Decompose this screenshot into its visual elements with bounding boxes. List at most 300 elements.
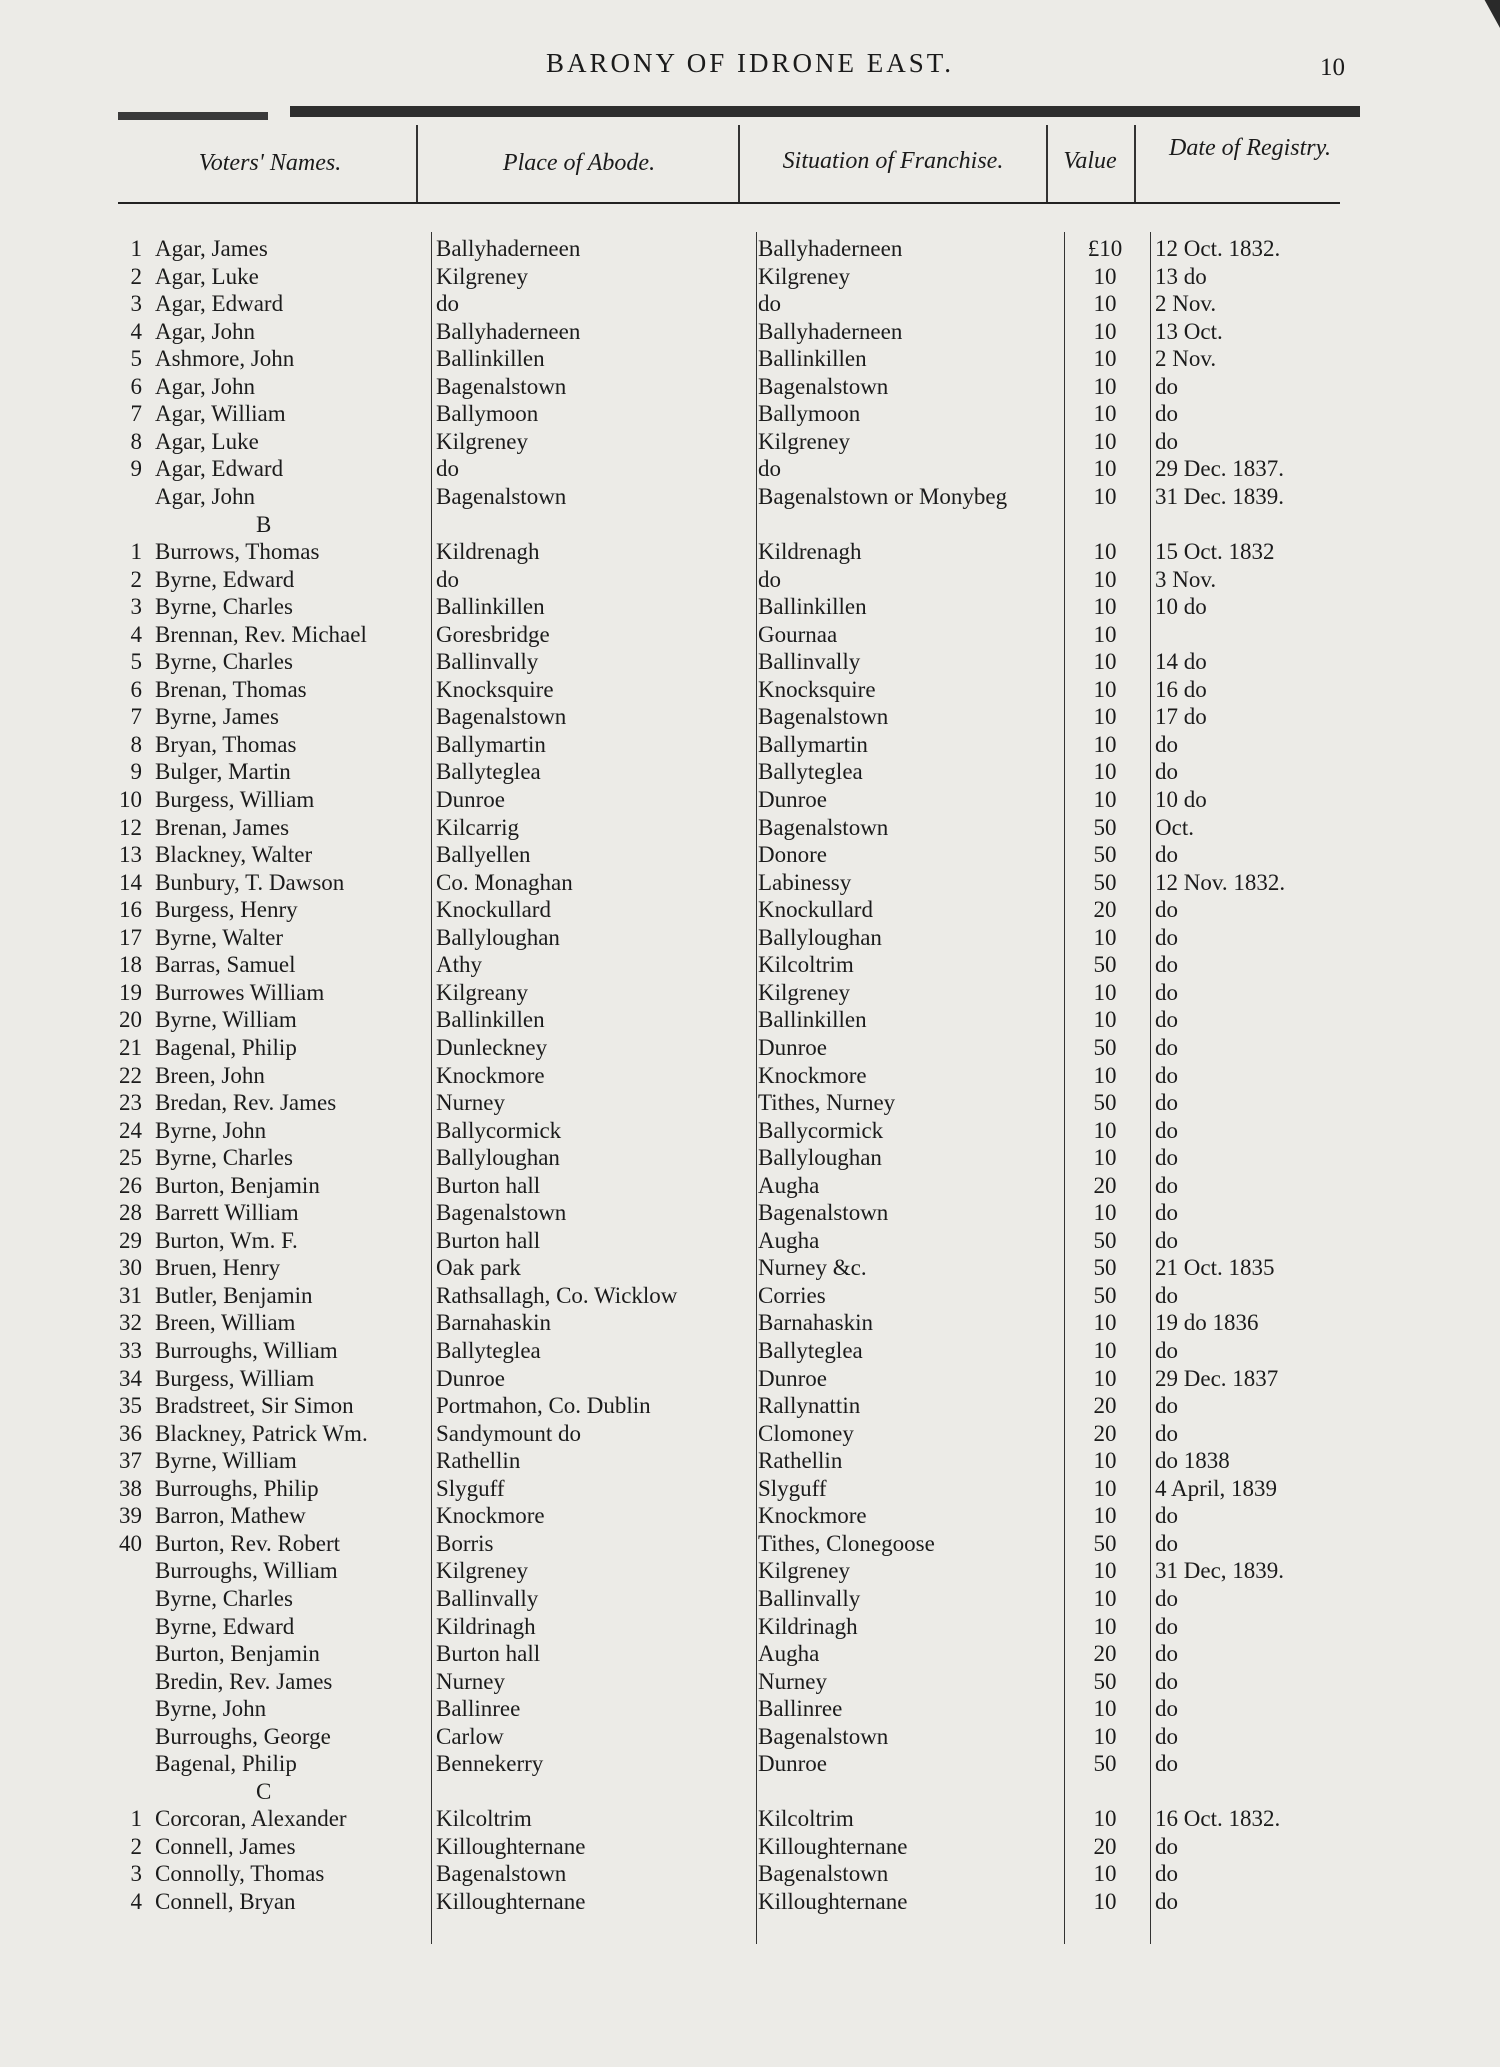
date-of-registry: 12 Oct. 1832.: [1155, 236, 1281, 261]
date-of-registry: do: [1155, 897, 1178, 922]
place-of-abode: Slyguff: [436, 1476, 505, 1501]
table-row: [0, 1476, 1500, 1504]
place-of-abode: Bagenalstown: [436, 484, 567, 509]
voter-number: 28: [119, 1200, 142, 1225]
place-of-abode: Bagenalstown: [436, 374, 567, 399]
date-of-registry: do: [1155, 1503, 1178, 1528]
franchise-value: 10: [1093, 567, 1117, 592]
voter-number: 5: [130, 649, 142, 674]
date-of-registry: 2 Nov.: [1155, 291, 1217, 316]
date-of-registry: do: [1155, 1173, 1178, 1198]
voter-name: Byrne, John: [155, 1118, 267, 1143]
date-of-registry: do: [1155, 980, 1178, 1005]
voter-name: Burroughs, William: [155, 1338, 338, 1363]
date-of-registry: do: [1155, 1834, 1178, 1859]
situation-of-franchise: Dunroe: [758, 1035, 827, 1060]
date-of-registry: do: [1155, 374, 1178, 399]
franchise-value: 10: [1093, 319, 1117, 344]
voter-name: Burgess, Henry: [155, 897, 298, 922]
voter-number: 13: [119, 842, 142, 867]
place-of-abode: Kilgreany: [436, 980, 528, 1005]
voter-name: Burgess, William: [155, 1366, 315, 1391]
voter-number: 14: [119, 870, 142, 895]
table-row: [0, 870, 1500, 898]
place-of-abode: Killoughternane: [436, 1834, 586, 1859]
date-of-registry: do: [1155, 429, 1178, 454]
situation-of-franchise: Bagenalstown: [758, 1724, 889, 1749]
date-of-registry: do: [1155, 1090, 1178, 1115]
situation-of-franchise: Ballymartin: [758, 732, 868, 757]
voter-name: Burroughs, George: [155, 1724, 331, 1749]
place-of-abode: Ballyhaderneen: [436, 319, 581, 344]
date-of-registry: 12 Nov. 1832.: [1155, 870, 1286, 895]
table-row: [0, 1421, 1500, 1449]
franchise-value: 10: [1093, 594, 1117, 619]
table-row: [0, 1724, 1500, 1752]
place-of-abode: Nurney: [436, 1090, 505, 1115]
franchise-value: 10: [1093, 1724, 1117, 1749]
table-row: [0, 787, 1500, 815]
date-of-registry: Oct.: [1155, 815, 1194, 840]
place-of-abode: Oak park: [436, 1255, 521, 1280]
franchise-value: 50: [1093, 870, 1117, 895]
situation-of-franchise: Rathellin: [758, 1448, 843, 1473]
place-of-abode: Goresbridge: [436, 622, 550, 647]
situation-of-franchise: Knockullard: [758, 897, 873, 922]
situation-of-franchise: Bagenalstown: [758, 1861, 889, 1886]
table-row: [0, 1228, 1500, 1256]
situation-of-franchise: Ballyhaderneen: [758, 319, 903, 344]
franchise-value: 10: [1093, 456, 1117, 481]
voter-number: 7: [130, 401, 142, 426]
voter-number: 24: [119, 1118, 142, 1143]
franchise-value: 10: [1093, 677, 1117, 702]
date-of-registry: do: [1155, 1283, 1178, 1308]
date-of-registry: do: [1155, 1228, 1178, 1253]
date-of-registry: do: [1155, 1669, 1178, 1694]
date-of-registry: do: [1155, 952, 1178, 977]
situation-of-franchise: Rallynattin: [758, 1393, 861, 1418]
franchise-value: 50: [1093, 1035, 1117, 1060]
place-of-abode: Kilgreney: [436, 429, 528, 454]
voter-number: 1: [130, 539, 142, 564]
voter-name: Barron, Mathew: [155, 1503, 306, 1528]
place-of-abode: Co. Monaghan: [436, 870, 573, 895]
situation-of-franchise: Kilgreney: [758, 264, 850, 289]
place-of-abode: Burton hall: [436, 1641, 541, 1666]
situation-of-franchise: Kilcoltrim: [758, 1806, 854, 1831]
table-row: [0, 677, 1500, 705]
franchise-value: 10: [1093, 1200, 1117, 1225]
franchise-value: 50: [1093, 1751, 1117, 1776]
voter-number: 3: [130, 594, 142, 619]
place-of-abode: Borris: [436, 1531, 494, 1556]
table-row: [0, 264, 1500, 292]
place-of-abode: Ballinkillen: [436, 1007, 545, 1032]
franchise-value: 10: [1093, 264, 1117, 289]
place-of-abode: Ballycormick: [436, 1118, 562, 1143]
voter-number: 23: [119, 1090, 142, 1115]
voter-number: 2: [130, 1834, 142, 1859]
place-of-abode: Kildrenagh: [436, 539, 540, 564]
voter-number: 26: [119, 1173, 142, 1198]
voter-number: 35: [119, 1393, 142, 1418]
voter-number: 1: [130, 1806, 142, 1831]
situation-of-franchise: Corries: [758, 1283, 826, 1308]
franchise-value: 10: [1093, 1310, 1117, 1335]
franchise-value: 10: [1093, 1118, 1117, 1143]
place-of-abode: Ballyloughan: [436, 925, 560, 950]
table-row: [0, 649, 1500, 677]
date-of-registry: do: [1155, 759, 1178, 784]
franchise-value: 10: [1093, 484, 1117, 509]
header-date-of-registry: Date of Registry.: [1169, 135, 1331, 161]
place-of-abode: Ballyloughan: [436, 1145, 560, 1170]
voter-name: Blackney, Walter: [155, 842, 313, 867]
place-of-abode: Burton hall: [436, 1173, 541, 1198]
voter-name: Burroughs, William: [155, 1558, 338, 1583]
place-of-abode: Bagenalstown: [436, 1200, 567, 1225]
date-of-registry: 29 Dec. 1837: [1155, 1366, 1279, 1391]
situation-of-franchise: Killoughternane: [758, 1834, 908, 1859]
table-row: [0, 1531, 1500, 1559]
situation-of-franchise: Bagenalstown: [758, 815, 889, 840]
voter-number: 19: [119, 980, 142, 1005]
date-of-registry: do: [1155, 1861, 1178, 1886]
place-of-abode: Ballinvally: [436, 649, 539, 674]
header-bottom-rule: [118, 202, 1340, 204]
header-value: Value: [1063, 148, 1117, 174]
voter-number: 16: [119, 897, 142, 922]
situation-of-franchise: Augha: [758, 1228, 820, 1253]
voter-number: 34: [119, 1366, 142, 1391]
date-of-registry: 31 Dec, 1839.: [1155, 1558, 1285, 1583]
date-of-registry: 2 Nov.: [1155, 346, 1217, 371]
voter-number: 33: [119, 1338, 142, 1363]
voter-name: Agar, Edward: [155, 291, 284, 316]
voter-name: Bagenal, Philip: [155, 1751, 297, 1776]
situation-of-franchise: Ballyloughan: [758, 925, 882, 950]
place-of-abode: do: [436, 291, 459, 316]
place-of-abode: Nurney: [436, 1669, 505, 1694]
date-of-registry: do: [1155, 1614, 1178, 1639]
date-of-registry: do: [1155, 1889, 1178, 1914]
date-of-registry: do: [1155, 1531, 1178, 1556]
voter-name: Butler, Benjamin: [155, 1283, 313, 1308]
situation-of-franchise: Gournaa: [758, 622, 838, 647]
franchise-value: 10: [1093, 622, 1117, 647]
franchise-value: 10: [1093, 1145, 1117, 1170]
voter-name: Burton, Benjamin: [155, 1173, 320, 1198]
date-of-registry: do: [1155, 1586, 1178, 1611]
voter-number: 18: [119, 952, 142, 977]
table-row: [0, 1118, 1500, 1146]
place-of-abode: Knockmore: [436, 1503, 545, 1528]
situation-of-franchise: Slyguff: [758, 1476, 827, 1501]
franchise-value: 10: [1093, 1448, 1117, 1473]
franchise-value: 10: [1093, 1063, 1117, 1088]
voter-number: 6: [130, 374, 142, 399]
franchise-value: 20: [1093, 1393, 1117, 1418]
header-place-of-abode: Place of Abode.: [502, 150, 656, 176]
place-of-abode: Barnahaskin: [436, 1310, 551, 1335]
date-of-registry: do: [1155, 1641, 1178, 1666]
voter-number: 40: [119, 1531, 142, 1556]
date-of-registry: 31 Dec. 1839.: [1155, 484, 1285, 509]
voter-name: Connell, Bryan: [155, 1889, 296, 1914]
place-of-abode: Kilgreney: [436, 264, 528, 289]
voter-number: 9: [130, 456, 142, 481]
voter-name: Bruen, Henry: [155, 1255, 281, 1280]
place-of-abode: Ballinree: [436, 1696, 521, 1721]
franchise-value: 10: [1093, 346, 1117, 371]
place-of-abode: Knockmore: [436, 1063, 545, 1088]
table-row: [0, 925, 1500, 953]
place-of-abode: Knocksquire: [436, 677, 554, 702]
voter-number: 22: [119, 1063, 142, 1088]
situation-of-franchise: Ballyhaderneen: [758, 236, 903, 261]
franchise-value: £10: [1087, 236, 1123, 261]
voter-name: Ashmore, John: [155, 346, 295, 371]
place-of-abode: Kildrinagh: [436, 1614, 536, 1639]
table-row: [0, 1255, 1500, 1283]
voter-number: 12: [119, 815, 142, 840]
situation-of-franchise: Kildrinagh: [758, 1614, 858, 1639]
section-letter: B: [256, 512, 272, 537]
table-row: [0, 842, 1500, 870]
situation-of-franchise: Nurney &c.: [758, 1255, 867, 1280]
table-row: [0, 1889, 1500, 1917]
franchise-value: 10: [1093, 704, 1117, 729]
table-row: [0, 704, 1500, 732]
situation-of-franchise: do: [758, 456, 781, 481]
date-of-registry: 10 do: [1155, 594, 1207, 619]
voter-number: 8: [130, 732, 142, 757]
franchise-value: 20: [1093, 1834, 1117, 1859]
date-of-registry: do: [1155, 401, 1178, 426]
header-divider: [738, 125, 740, 203]
voter-number: 9: [130, 759, 142, 784]
place-of-abode: Knockullard: [436, 897, 551, 922]
place-of-abode: Ballyteglea: [436, 1338, 541, 1363]
table-row: [0, 567, 1500, 595]
voter-number: 30: [119, 1255, 142, 1280]
table-row: [0, 1558, 1500, 1586]
franchise-value: 10: [1093, 925, 1117, 950]
table-row: [0, 1283, 1500, 1311]
voter-name: Connell, James: [155, 1834, 296, 1859]
situation-of-franchise: Ballycormick: [758, 1118, 884, 1143]
table-row: [0, 374, 1500, 402]
table-row: [0, 815, 1500, 843]
date-of-registry: do: [1155, 1063, 1178, 1088]
section-letter: C: [256, 1779, 272, 1804]
situation-of-franchise: Kildrenagh: [758, 539, 862, 564]
franchise-value: 50: [1093, 842, 1117, 867]
date-of-registry: 16 do: [1155, 677, 1207, 702]
table-row: [0, 594, 1500, 622]
franchise-value: 20: [1093, 1421, 1117, 1446]
voter-number: 6: [130, 677, 142, 702]
voter-name: Burroughs, Philip: [155, 1476, 319, 1501]
voter-name: Burton, Wm. F.: [155, 1228, 298, 1253]
franchise-value: 10: [1093, 1366, 1117, 1391]
place-of-abode: Portmahon, Co. Dublin: [436, 1393, 651, 1418]
voter-number: 29: [119, 1228, 142, 1253]
situation-of-franchise: do: [758, 291, 781, 316]
table-row: [0, 1751, 1500, 1779]
situation-of-franchise: Dunroe: [758, 1751, 827, 1776]
date-of-registry: do: [1155, 842, 1178, 867]
place-of-abode: Dunleckney: [436, 1035, 548, 1060]
date-of-registry: 17 do: [1155, 704, 1207, 729]
table-row: [0, 236, 1500, 264]
situation-of-franchise: Augha: [758, 1641, 820, 1666]
date-of-registry: do: [1155, 1393, 1178, 1418]
date-of-registry: 29 Dec. 1837.: [1155, 456, 1285, 481]
place-of-abode: Dunroe: [436, 1366, 505, 1391]
voter-name: Bagenal, Philip: [155, 1035, 297, 1060]
franchise-value: 10: [1093, 1806, 1117, 1831]
franchise-value: 10: [1093, 1889, 1117, 1914]
voter-number: 3: [130, 291, 142, 316]
voter-name: Agar, Edward: [155, 456, 284, 481]
voter-number: 17: [119, 925, 142, 950]
voter-number: 25: [119, 1145, 142, 1170]
voter-name: Bunbury, T. Dawson: [155, 870, 345, 895]
table-row: [0, 1503, 1500, 1531]
table-row: [0, 1063, 1500, 1091]
date-of-registry: do: [1155, 925, 1178, 950]
date-of-registry: 16 Oct. 1832.: [1155, 1806, 1281, 1831]
voter-name: Connolly, Thomas: [155, 1861, 325, 1886]
place-of-abode: Bagenalstown: [436, 704, 567, 729]
place-of-abode: Ballymartin: [436, 732, 546, 757]
table-row: [0, 429, 1500, 457]
table-row: [0, 1310, 1500, 1338]
table-row: [0, 1834, 1500, 1862]
situation-of-franchise: Ballinkillen: [758, 594, 867, 619]
voter-name: Byrne, Charles: [155, 1145, 293, 1170]
franchise-value: 10: [1093, 374, 1117, 399]
voter-name: Brenan, Thomas: [155, 677, 307, 702]
situation-of-franchise: Bagenalstown: [758, 704, 889, 729]
date-of-registry: 14 do: [1155, 649, 1207, 674]
situation-of-franchise: Ballyloughan: [758, 1145, 882, 1170]
place-of-abode: Ballymoon: [436, 401, 539, 426]
franchise-value: 10: [1093, 401, 1117, 426]
place-of-abode: Ballyellen: [436, 842, 531, 867]
voter-number: 4: [130, 1889, 142, 1914]
franchise-value: 10: [1093, 1338, 1117, 1363]
table-row: [0, 1200, 1500, 1228]
voter-name: Burrows, Thomas: [155, 539, 320, 564]
situation-of-franchise: Bagenalstown: [758, 1200, 889, 1225]
table-row: [0, 1173, 1500, 1201]
franchise-value: 50: [1093, 952, 1117, 977]
franchise-value: 10: [1093, 1476, 1117, 1501]
voter-name: Barrett William: [155, 1200, 299, 1225]
date-of-registry: do: [1155, 1200, 1178, 1225]
table-row: [0, 401, 1500, 429]
table-row: [0, 1586, 1500, 1614]
franchise-value: 10: [1093, 1007, 1117, 1032]
voter-name: Byrne, James: [155, 704, 279, 729]
franchise-value: 10: [1093, 1861, 1117, 1886]
table-row: [0, 1669, 1500, 1697]
franchise-value: 10: [1093, 539, 1117, 564]
page-corner-mark: [1478, 0, 1500, 28]
franchise-value: 10: [1093, 732, 1117, 757]
voter-name: Agar, Luke: [155, 429, 259, 454]
header-divider: [416, 125, 418, 203]
voter-number: 3: [130, 1861, 142, 1886]
place-of-abode: Burton hall: [436, 1228, 541, 1253]
voter-name: Byrne, William: [155, 1007, 297, 1032]
table-row: [0, 1861, 1500, 1889]
place-of-abode: do: [436, 567, 459, 592]
table-row: [0, 759, 1500, 787]
voter-number: 7: [130, 704, 142, 729]
voter-number: 2: [130, 264, 142, 289]
table-row: [0, 622, 1500, 650]
voter-number: 4: [130, 319, 142, 344]
situation-of-franchise: do: [758, 567, 781, 592]
table-row: [0, 952, 1500, 980]
franchise-value: 50: [1093, 1531, 1117, 1556]
franchise-value: 10: [1093, 1558, 1117, 1583]
place-of-abode: Ballinkillen: [436, 346, 545, 371]
voter-name: Bredin, Rev. James: [155, 1669, 333, 1694]
header-voters-names: Voters' Names.: [198, 150, 342, 176]
voter-number: 10: [119, 787, 142, 812]
place-of-abode: Killoughternane: [436, 1889, 586, 1914]
voter-number: 4: [130, 622, 142, 647]
situation-of-franchise: Kilgreney: [758, 1558, 850, 1583]
place-of-abode: Ballyhaderneen: [436, 236, 581, 261]
voter-name: Agar, James: [155, 236, 268, 261]
voter-number: 32: [119, 1310, 142, 1335]
date-of-registry: 21 Oct. 1835: [1155, 1255, 1275, 1280]
situation-of-franchise: Ballymoon: [758, 401, 861, 426]
situation-of-franchise: Bagenalstown or Monybeg: [758, 484, 1008, 509]
franchise-value: 50: [1093, 1090, 1117, 1115]
table-row: [0, 346, 1500, 374]
place-of-abode: Carlow: [436, 1724, 504, 1749]
voter-number: 8: [130, 429, 142, 454]
franchise-value: 20: [1093, 897, 1117, 922]
voter-name: Burton, Benjamin: [155, 1641, 320, 1666]
situation-of-franchise: Killoughternane: [758, 1889, 908, 1914]
table-row: [0, 1035, 1500, 1063]
voter-name: Byrne, Edward: [155, 567, 295, 592]
voter-number: 39: [119, 1503, 142, 1528]
date-of-registry: do: [1155, 1724, 1178, 1749]
voter-name: Breen, John: [155, 1063, 265, 1088]
date-of-registry: 13 Oct.: [1155, 319, 1223, 344]
place-of-abode: Kilcoltrim: [436, 1806, 532, 1831]
voter-number: 20: [119, 1007, 142, 1032]
voter-name: Breen, William: [155, 1310, 296, 1335]
top-rule-right: [290, 106, 1360, 117]
franchise-value: 10: [1093, 759, 1117, 784]
date-of-registry: 10 do: [1155, 787, 1207, 812]
franchise-value: 50: [1093, 815, 1117, 840]
place-of-abode: Rathellin: [436, 1448, 521, 1473]
voter-name: Byrne, Charles: [155, 649, 293, 674]
situation-of-franchise: Knockmore: [758, 1503, 867, 1528]
table-row: [0, 1007, 1500, 1035]
